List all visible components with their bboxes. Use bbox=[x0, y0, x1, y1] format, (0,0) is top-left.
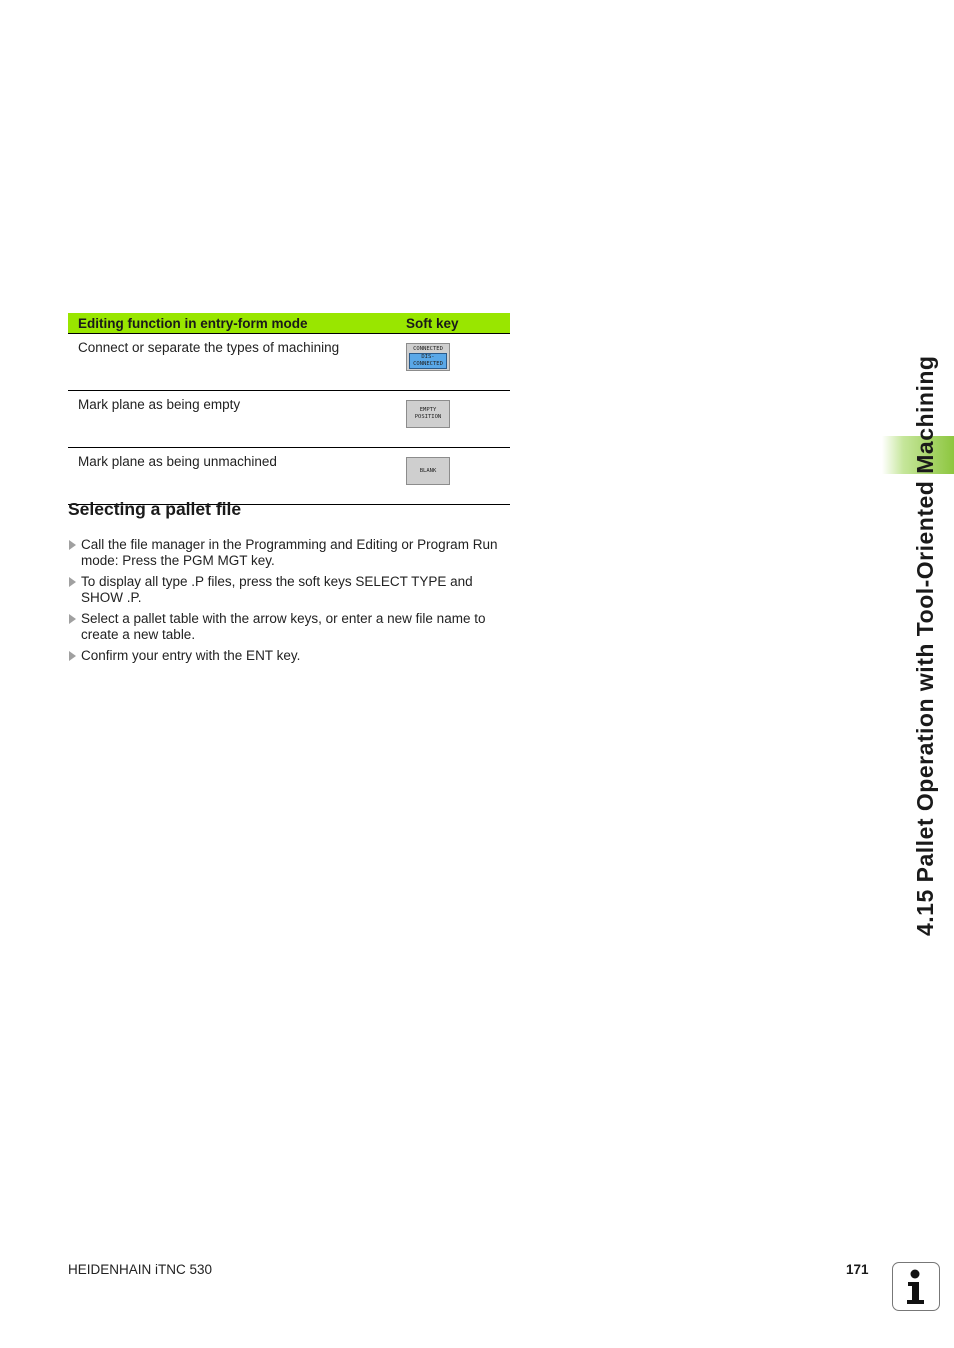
list-item: Call the file manager in the Programming and Editing or Program Run mode: Press the PGM MGT key. bbox=[68, 537, 508, 569]
row-description: Mark plane as being empty bbox=[68, 391, 406, 448]
list-item: To display all type .P files, press the soft keys SELECT TYPE and SHOW .P. bbox=[68, 574, 508, 606]
softkey-table bbox=[68, 313, 510, 505]
list-item: Select a pallet table with the arrow keys, or enter a new file name to create a new table. bbox=[68, 611, 508, 643]
chapter-sidebar bbox=[880, 0, 954, 1348]
step-list bbox=[68, 537, 508, 669]
info-icon bbox=[892, 1262, 940, 1311]
bullet-triangle-icon bbox=[69, 614, 76, 624]
row-description: Connect or separate the types of machining bbox=[68, 334, 406, 391]
header-function: Editing function in entry-form mode bbox=[68, 313, 406, 334]
empty-position-softkey: EMPTY POSITION bbox=[406, 400, 450, 428]
list-item: Confirm your entry with the ENT key. bbox=[68, 648, 508, 664]
footer-product: HEIDENHAIN iTNC 530 bbox=[68, 1262, 213, 1277]
section-heading: Selecting a pallet file bbox=[68, 499, 242, 519]
blank-softkey: BLANK bbox=[406, 457, 450, 485]
header-softkey: Soft key bbox=[406, 313, 510, 334]
table-row bbox=[68, 448, 510, 505]
bullet-triangle-icon bbox=[69, 540, 76, 550]
table-row bbox=[68, 334, 510, 391]
table-header-row bbox=[68, 313, 510, 334]
chapter-title: 4.15 Pallet Operation with Tool-Oriented Machining bbox=[912, 355, 938, 936]
bullet-triangle-icon bbox=[69, 577, 76, 587]
table-row bbox=[68, 391, 510, 448]
page-number: 171 bbox=[846, 1262, 869, 1277]
connected-disconnected-softkey: CONNECTED DIS- CONNECTED bbox=[406, 343, 450, 371]
bullet-triangle-icon bbox=[69, 651, 76, 661]
row-description: Mark plane as being unmachined bbox=[68, 448, 406, 505]
